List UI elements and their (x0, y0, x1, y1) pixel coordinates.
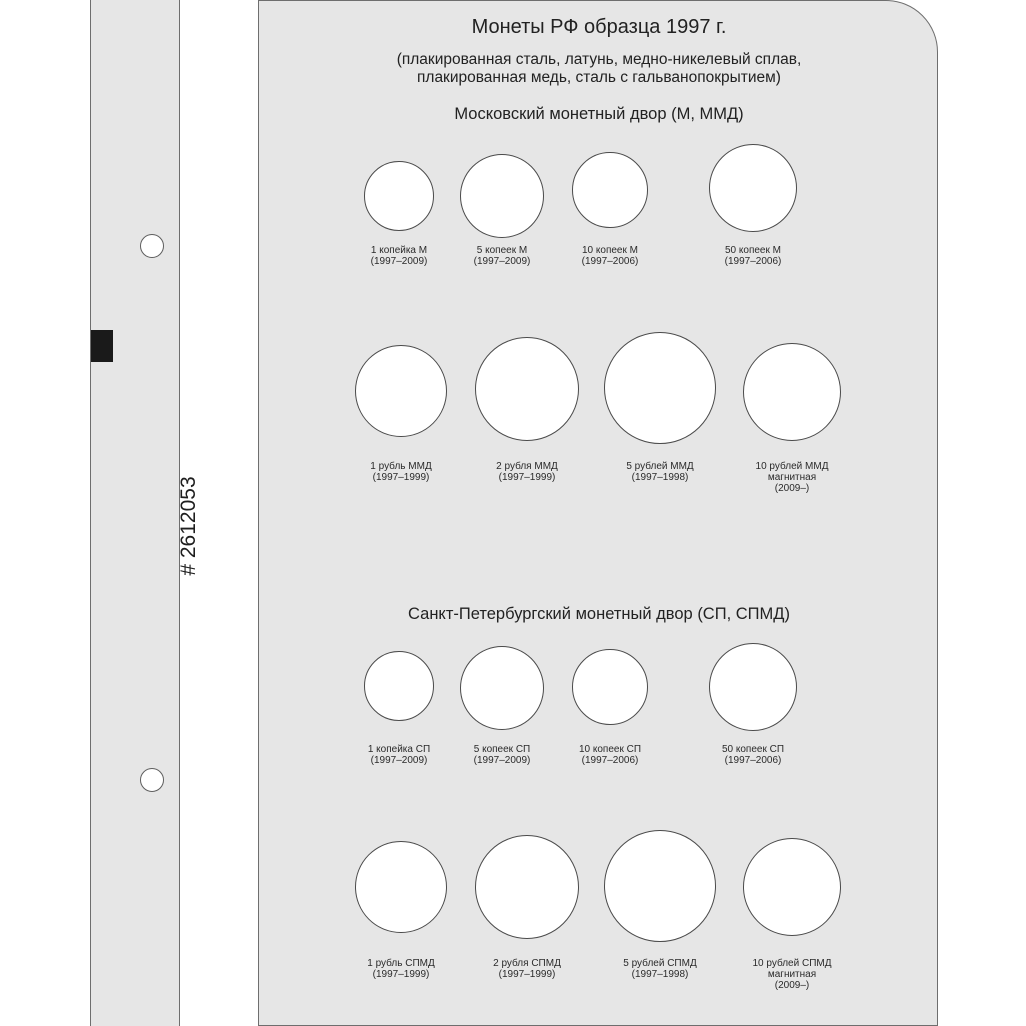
binder-hole-bottom (140, 768, 164, 792)
coin-label: 2 рубля СПМД (1997–1999) (493, 958, 561, 980)
coin-hole[interactable] (572, 152, 648, 228)
coin-label: 10 копеек М (1997–2006) (581, 245, 639, 267)
coin-label: 1 рубль ММД (1997–1999) (370, 461, 432, 483)
coin-label: 50 копеек М (1997–2006) (724, 245, 782, 267)
coin-label: 5 копеек СП (1997–2009) (473, 744, 531, 766)
coin-label: 5 копеек М (1997–2009) (473, 245, 531, 267)
coin-label: 1 копейка СП (1997–2009) (367, 744, 431, 766)
coin-hole[interactable] (364, 651, 434, 721)
coin-label: 10 рублей СПМД магнитная (2009–) (752, 958, 832, 991)
coin-hole[interactable] (355, 841, 447, 933)
coin-label: 50 копеек СП (1997–2006) (721, 744, 785, 766)
coin-hole[interactable] (460, 646, 544, 730)
binder-hole-top (140, 234, 164, 258)
coin-hole[interactable] (475, 835, 579, 939)
coin-hole[interactable] (460, 154, 544, 238)
coin-hole[interactable] (364, 161, 434, 231)
coin-label: 1 рубль СПМД (1997–1999) (367, 958, 435, 980)
coin-hole[interactable] (475, 337, 579, 441)
coin-label: 10 копеек СП (1997–2006) (578, 744, 642, 766)
coin-hole[interactable] (572, 649, 648, 725)
index-tab-marker (91, 330, 113, 362)
page-subtitle-line-2: плакированная медь, сталь с гальванопокрытием) (417, 69, 781, 86)
page-subtitle-line-1: (плакированная сталь, латунь, медно-никелевый сплав, (396, 51, 802, 68)
coin-hole[interactable] (743, 838, 841, 936)
coin-hole[interactable] (709, 643, 797, 731)
section-heading-saint-petersburg: Санкт-Петербургский монетный двор (СП, СПМД) (408, 605, 790, 623)
coin-hole[interactable] (355, 345, 447, 437)
coin-hole[interactable] (709, 144, 797, 232)
coin-hole[interactable] (604, 830, 716, 942)
coin-label: 10 рублей ММД магнитная (2009–) (755, 461, 829, 494)
coin-hole[interactable] (604, 332, 716, 444)
catalog-number: # 2612053 (177, 476, 200, 576)
coin-label: 1 копейка М (1997–2009) (370, 245, 428, 267)
coin-label: 2 рубля ММД (1997–1999) (496, 461, 558, 483)
binder-strip (90, 0, 200, 1026)
coin-label: 5 рублей СПМД (1997–1998) (623, 958, 697, 980)
coin-label: 5 рублей ММД (1997–1998) (626, 461, 694, 483)
section-heading-moscow: Московский монетный двор (М, ММД) (454, 105, 744, 123)
page-title: Монеты РФ образца 1997 г. (471, 16, 727, 38)
album-page (258, 0, 938, 1026)
coin-hole[interactable] (743, 343, 841, 441)
